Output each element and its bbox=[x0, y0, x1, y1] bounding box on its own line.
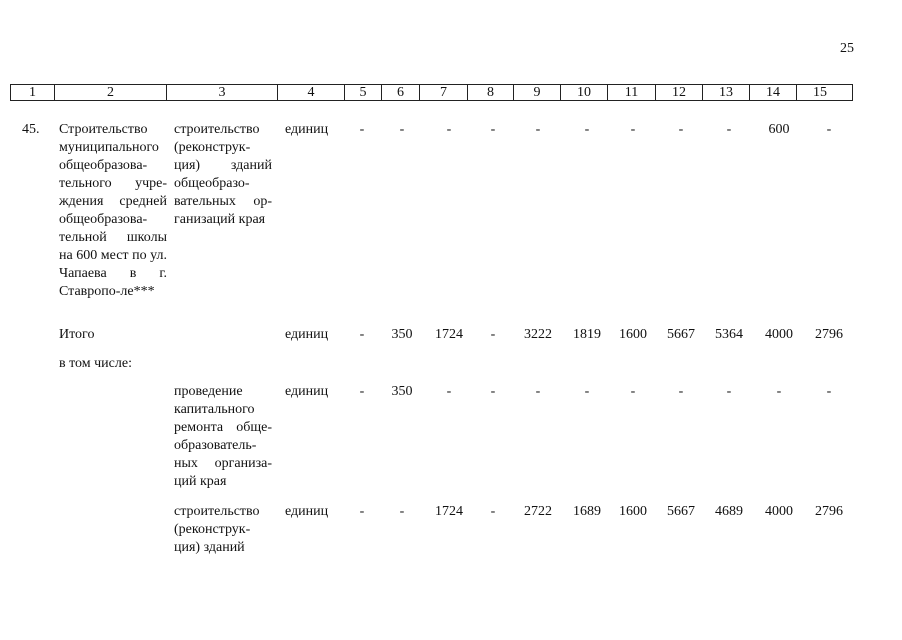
value-col-13: - bbox=[726, 122, 732, 137]
header-col-11: 11 bbox=[607, 85, 655, 100]
value-col-14: 600 bbox=[768, 122, 790, 137]
value-col-7: - bbox=[446, 384, 452, 399]
header-col-13: 13 bbox=[702, 85, 749, 100]
value-col-7: 1724 bbox=[435, 327, 463, 342]
header-col-9: 9 bbox=[513, 85, 560, 100]
value-col-7: - bbox=[446, 122, 452, 137]
value-col-8: - bbox=[490, 122, 496, 137]
value-col-5: - bbox=[359, 327, 365, 342]
value-col-11: 1600 bbox=[619, 504, 647, 519]
value-col-7: 1724 bbox=[435, 504, 463, 519]
total-label: Итого bbox=[59, 327, 95, 342]
value-col-10: - bbox=[584, 122, 590, 137]
value-col-15: 2796 bbox=[815, 327, 843, 342]
value-col-8: - bbox=[490, 504, 496, 519]
value-col-11: - bbox=[630, 384, 636, 399]
value-col-9: - bbox=[535, 122, 541, 137]
value-col-15: - bbox=[826, 122, 832, 137]
value-col-10: 1819 bbox=[573, 327, 601, 342]
value-col-6: - bbox=[399, 122, 405, 137]
value-col-15: - bbox=[826, 384, 832, 399]
value-col-5: - bbox=[359, 504, 365, 519]
indicator-description: строительство (реконструк-ция) зданий общеобразо-вательных ор-ганизаций края bbox=[174, 122, 272, 227]
value-col-6: - bbox=[399, 504, 405, 519]
value-col-14: 4000 bbox=[765, 504, 793, 519]
header-col-12: 12 bbox=[655, 85, 702, 100]
header-col-15: 15 bbox=[796, 85, 843, 100]
indicator-description: строительство (реконструк-ция) зданий bbox=[174, 504, 260, 555]
value-col-13: 5364 bbox=[715, 327, 743, 342]
value-col-12: - bbox=[678, 384, 684, 399]
value-col-5: - bbox=[359, 384, 365, 399]
including-label: в том числе: bbox=[59, 356, 132, 371]
value-col-13: - bbox=[726, 384, 732, 399]
value-col-14: - bbox=[776, 384, 782, 399]
unit: единиц bbox=[285, 384, 329, 399]
value-col-5: - bbox=[359, 122, 365, 137]
header-col-5: 5 bbox=[344, 85, 381, 100]
value-col-6: 350 bbox=[391, 384, 413, 399]
object-name: Строительство муниципального общеобразова-тельного учре-ждения средней общеобразова-тельной школы на 600 мест по ул. Чапаева в г. Ставропо-ле*** bbox=[59, 122, 167, 299]
header-col-10: 10 bbox=[560, 85, 607, 100]
value-col-12: 5667 bbox=[667, 327, 695, 342]
unit: единиц bbox=[285, 327, 329, 342]
unit: единиц bbox=[285, 122, 329, 137]
value-col-9: 3222 bbox=[524, 327, 552, 342]
header-col-2: 2 bbox=[54, 85, 166, 100]
value-col-11: 1600 bbox=[619, 327, 647, 342]
header-col-1: 1 bbox=[10, 85, 54, 100]
header-col-14: 14 bbox=[749, 85, 796, 100]
table-header-row bbox=[10, 84, 853, 101]
value-col-8: - bbox=[490, 327, 496, 342]
value-col-6: 350 bbox=[391, 327, 413, 342]
value-col-12: - bbox=[678, 122, 684, 137]
value-col-10: - bbox=[584, 384, 590, 399]
page-number: 25 bbox=[840, 41, 854, 56]
header-col-3: 3 bbox=[166, 85, 277, 100]
row-number: 45. bbox=[22, 122, 40, 137]
value-col-11: - bbox=[630, 122, 636, 137]
value-col-10: 1689 bbox=[573, 504, 601, 519]
value-col-15: 2796 bbox=[815, 504, 843, 519]
value-col-14: 4000 bbox=[765, 327, 793, 342]
header-col-8: 8 bbox=[467, 85, 513, 100]
header-col-6: 6 bbox=[381, 85, 419, 100]
value-col-9: 2722 bbox=[524, 504, 552, 519]
header-col-7: 7 bbox=[419, 85, 467, 100]
unit: единиц bbox=[285, 504, 329, 519]
value-col-9: - bbox=[535, 384, 541, 399]
header-col-4: 4 bbox=[277, 85, 344, 100]
value-col-13: 4689 bbox=[715, 504, 743, 519]
value-col-12: 5667 bbox=[667, 504, 695, 519]
indicator-description: проведение капитального ремонта обще-образователь-ных организа-ций края bbox=[174, 384, 272, 489]
value-col-8: - bbox=[490, 384, 496, 399]
